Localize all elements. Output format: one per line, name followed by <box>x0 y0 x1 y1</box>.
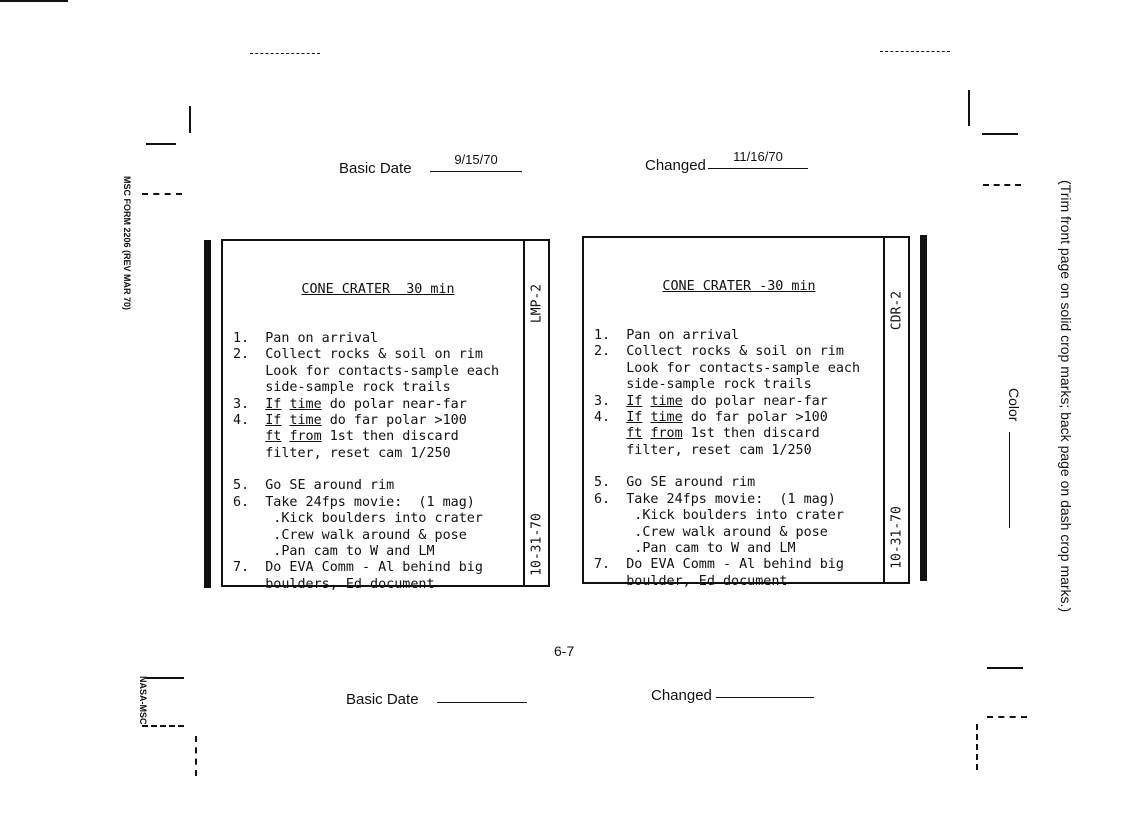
underlined-word: from <box>289 429 322 445</box>
checklist-item-number: 4. <box>233 413 266 429</box>
checklist-item-text: side-sample rock trails <box>626 377 812 393</box>
checklist-item <box>594 361 884 377</box>
checklist-item <box>233 380 523 396</box>
checklist-item <box>233 331 523 347</box>
checklist-item-number <box>233 446 265 461</box>
checklist-item-number: 7. <box>594 557 627 573</box>
checklist-item <box>233 397 523 413</box>
checklist-item-number <box>594 443 626 458</box>
underlined-word: ft <box>626 426 643 442</box>
checklist-item-text: filter, reset cam 1/250 <box>626 442 812 458</box>
basic-date-label: Basic Date <box>339 160 412 177</box>
checklist-item-text: .Crew walk around & pose <box>265 527 467 543</box>
color-line <box>1009 432 1010 528</box>
underlined-word: time <box>650 393 683 409</box>
checklist-item-number: 2. <box>233 347 266 363</box>
checklist-item <box>594 328 884 344</box>
color-label: Color <box>1006 388 1022 422</box>
checklist-item-text: do far polar >100 <box>682 410 828 426</box>
checklist-item-text: boulder, Ed document <box>626 573 788 589</box>
underlined-word: If <box>626 410 643 426</box>
checklist-item-number <box>233 511 265 526</box>
checklist-item <box>233 495 523 511</box>
footer-basic-date-label: Basic Date <box>346 691 419 708</box>
checklist-item <box>594 377 884 393</box>
card-edge-bar <box>204 240 211 588</box>
underlined-word: ft <box>265 429 282 445</box>
basic-date-underline <box>430 171 522 172</box>
checklist-item-text: .Kick boulders into crater <box>626 508 844 524</box>
checklist-item <box>594 410 884 426</box>
card-strip <box>883 238 908 582</box>
changed-underline <box>708 168 808 169</box>
checklist-item <box>233 478 523 494</box>
trim-instruction: (Trim front page on solid crop marks; back page on dash crop marks.) <box>1058 180 1074 613</box>
checklist-item <box>233 413 523 429</box>
card-title: CONE CRATER -30 min <box>662 278 816 294</box>
checklist-item <box>594 475 884 491</box>
checklist-item-text: boulders, Ed document <box>265 576 435 592</box>
checklist-item-text: Pan on arrival <box>265 331 379 347</box>
checklist-item <box>594 443 884 459</box>
agency-label: NASA-MSC <box>138 676 148 725</box>
card-body <box>594 246 884 590</box>
checklist-item-number: 3. <box>594 393 627 409</box>
checklist-item-number: 5. <box>594 475 627 491</box>
checklist-item <box>594 541 884 557</box>
underlined-word: time <box>289 396 322 412</box>
footer-basic-date-underline <box>437 702 527 703</box>
checklist-item-text: Go SE around rim <box>626 475 756 491</box>
page-number: 6-7 <box>554 643 575 659</box>
checklist-item <box>233 429 523 445</box>
checklist-card-cdr <box>582 236 910 589</box>
checklist-item-number: 6. <box>594 491 627 507</box>
checklist-item-number: 1. <box>594 328 627 344</box>
checklist-item-number <box>594 361 626 376</box>
checklist-item-text: side-sample rock trails <box>265 380 451 396</box>
checklist-item-number: 1. <box>233 331 266 347</box>
checklist-item <box>594 394 884 410</box>
checklist-item <box>233 446 523 462</box>
underlined-word: time <box>289 413 322 429</box>
checklist-item-text: do polar near-far <box>321 396 467 412</box>
changed-value: 11/16/70 <box>733 149 783 164</box>
card-edge-bar <box>920 235 927 581</box>
checklist-item-text: Go SE around rim <box>265 478 395 494</box>
checklist-item <box>233 544 523 560</box>
checklist-item-number <box>594 426 626 441</box>
checklist-item-text: Look for contacts-sample each <box>626 360 861 376</box>
checklist-card-lmp <box>221 239 550 592</box>
checklist-item-number <box>233 544 265 559</box>
underlined-word: If <box>626 393 643 409</box>
checklist-item-text: 1st then discard <box>682 426 820 442</box>
checklist-item <box>594 508 884 524</box>
checklist-item <box>594 492 884 508</box>
checklist-item-text: Pan on arrival <box>626 328 740 344</box>
checklist-item-text: .Crew walk around & pose <box>626 524 828 540</box>
checklist-item-number: 3. <box>233 396 266 412</box>
checklist-item <box>594 344 884 360</box>
checklist-item-text: do far polar >100 <box>321 413 467 429</box>
checklist-item-text: filter, reset cam 1/250 <box>265 445 451 461</box>
checklist-item-number: 4. <box>594 410 627 426</box>
card-date-code: 10-31-70 <box>529 513 544 576</box>
card-date-code: 10-31-70 <box>889 506 904 569</box>
form-id: MSC FORM 2206 (REV MAR 70) <box>122 176 132 311</box>
checklist-item-number <box>233 528 265 543</box>
checklist-item-text: do polar near-far <box>682 393 828 409</box>
footer-changed-underline <box>716 697 814 698</box>
checklist-item-text: .Pan cam to W and LM <box>265 543 435 559</box>
checklist-item-text: .Kick boulders into crater <box>265 511 483 527</box>
checklist-item-text: Do EVA Comm - Al behind big <box>265 560 483 576</box>
checklist-item-text: Collect rocks & soil on rim <box>265 347 483 363</box>
card-body <box>233 249 523 593</box>
checklist-item-text: Do EVA Comm - Al behind big <box>626 557 844 573</box>
checklist-item-text: .Pan cam to W and LM <box>626 540 796 556</box>
checklist-item-number <box>594 541 626 556</box>
checklist-item <box>594 574 884 590</box>
underlined-word: time <box>650 410 683 426</box>
checklist-gap <box>233 462 523 478</box>
checklist-item <box>594 525 884 541</box>
checklist-item-text: 1st then discard <box>321 429 459 445</box>
card-title: CONE CRATER 30 min <box>301 281 455 297</box>
checklist-item <box>233 347 523 363</box>
checklist-item <box>233 364 523 380</box>
checklist-item-number: 7. <box>233 560 266 576</box>
checklist-item-number <box>594 574 626 589</box>
card-strip <box>523 241 548 585</box>
card-code: LMP-2 <box>529 283 544 324</box>
footer-changed-label: Changed <box>651 687 712 704</box>
checklist-item-number <box>594 508 626 523</box>
underlined-word: from <box>650 426 683 442</box>
checklist-gap <box>594 459 884 475</box>
changed-label: Changed <box>645 157 706 174</box>
checklist-item-number <box>233 364 265 379</box>
checklist-item <box>594 426 884 442</box>
checklist-item <box>233 528 523 544</box>
checklist-item <box>233 560 523 576</box>
checklist-item-text: Collect rocks & soil on rim <box>626 344 844 360</box>
checklist-item-number <box>233 429 265 444</box>
checklist-item <box>233 577 523 593</box>
checklist-item-text: Take 24fps movie: (1 mag) <box>626 491 836 507</box>
checklist-item-number: 2. <box>594 344 627 360</box>
checklist-item <box>233 511 523 527</box>
checklist-item-number <box>594 525 626 540</box>
checklist-item-text: Look for contacts-sample each <box>265 363 500 379</box>
card-code: CDR-2 <box>889 290 904 331</box>
checklist-item-text: Take 24fps movie: (1 mag) <box>265 494 475 510</box>
checklist-item-number <box>594 377 626 392</box>
checklist-item-number: 5. <box>233 478 266 494</box>
checklist-item-number <box>233 380 265 395</box>
checklist-item <box>594 557 884 573</box>
underlined-word: If <box>265 413 282 429</box>
checklist-item-number: 6. <box>233 494 266 510</box>
checklist-item-number <box>233 577 265 592</box>
basic-date-value: 9/15/70 <box>454 152 498 167</box>
underlined-word: If <box>265 396 282 412</box>
